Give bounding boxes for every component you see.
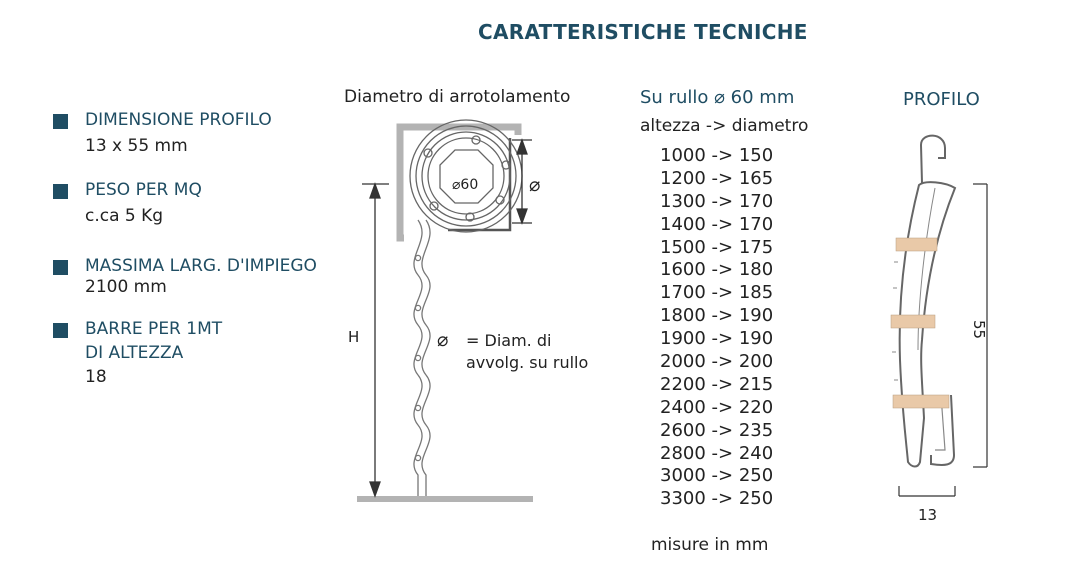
roll-table-subtitle: altezza -> diametro <box>640 116 809 136</box>
diameter-legend <box>466 330 588 374</box>
profile-drawing <box>891 136 955 467</box>
roll-table-row: 2800 -> 240 <box>660 442 774 464</box>
spec-value: c.ca 5 Kg <box>85 206 164 226</box>
roll-table-row: 1900 -> 190 <box>660 328 774 350</box>
diagram-title: Diametro di arrotolamento <box>344 87 571 107</box>
profile-band <box>896 238 937 251</box>
profile-height-label: 55 <box>970 320 988 340</box>
roll-table-list <box>660 145 773 511</box>
profile-band <box>891 315 935 328</box>
profile-width-label: 13 <box>918 506 938 524</box>
spec-label: DIMENSIONE PROFILO <box>85 110 272 130</box>
legend-diameter-symbol: ⌀ <box>437 329 449 351</box>
spec-value: 13 x 55 mm <box>85 136 188 156</box>
legend-line-1: = Diam. di <box>466 331 552 350</box>
roll-table-note: misure in mm <box>651 535 769 555</box>
roll-table-row: 1000 -> 150 <box>660 145 774 166</box>
roll-table-row: 1600 -> 180 <box>660 259 774 281</box>
spec-label: MASSIMA LARG. D'IMPIEGO <box>85 256 317 276</box>
spec-label: PESO PER MQ <box>85 180 202 200</box>
profile-title: PROFILO <box>903 89 980 110</box>
height-dimension <box>362 184 389 496</box>
spec-label-line2: DI ALTEZZA <box>85 343 184 363</box>
page-title: CARATTERISTICHE TECNICHE <box>478 20 808 44</box>
roll-table-row: 3000 -> 250 <box>660 465 774 487</box>
roller-diameter-label: ⌀60 <box>452 177 479 193</box>
roll-table-row: 3300 -> 250 <box>660 488 774 510</box>
spec-value: 18 <box>85 367 107 387</box>
height-label: H <box>348 328 360 346</box>
profile-band <box>893 395 949 408</box>
roll-table-row: 1300 -> 170 <box>660 190 774 212</box>
roll-table-row: 2400 -> 220 <box>660 396 774 418</box>
roll-table-row: 1400 -> 170 <box>660 213 774 235</box>
roll-table-row: 2000 -> 200 <box>660 351 774 373</box>
rolled-coil <box>410 120 522 232</box>
roll-table-title: Su rullo ⌀ 60 mm <box>640 87 795 108</box>
roll-table-row: 1800 -> 190 <box>660 305 774 327</box>
roll-table-row: 2200 -> 215 <box>660 373 774 395</box>
roll-table-row: 2600 -> 235 <box>660 419 774 441</box>
roll-table-row: 1700 -> 185 <box>660 282 774 304</box>
roll-table-row: 1500 -> 175 <box>660 236 774 258</box>
hanging-slats <box>414 220 430 497</box>
spec-label: BARRE PER 1MT <box>85 319 223 339</box>
roll-table-row: 1200 -> 165 <box>660 167 774 189</box>
profile-width-dimension <box>899 486 955 496</box>
spec-value: 2100 mm <box>85 277 167 297</box>
legend-line-2: avvolg. su rullo <box>466 353 589 372</box>
diameter-symbol: ⌀ <box>529 174 541 196</box>
